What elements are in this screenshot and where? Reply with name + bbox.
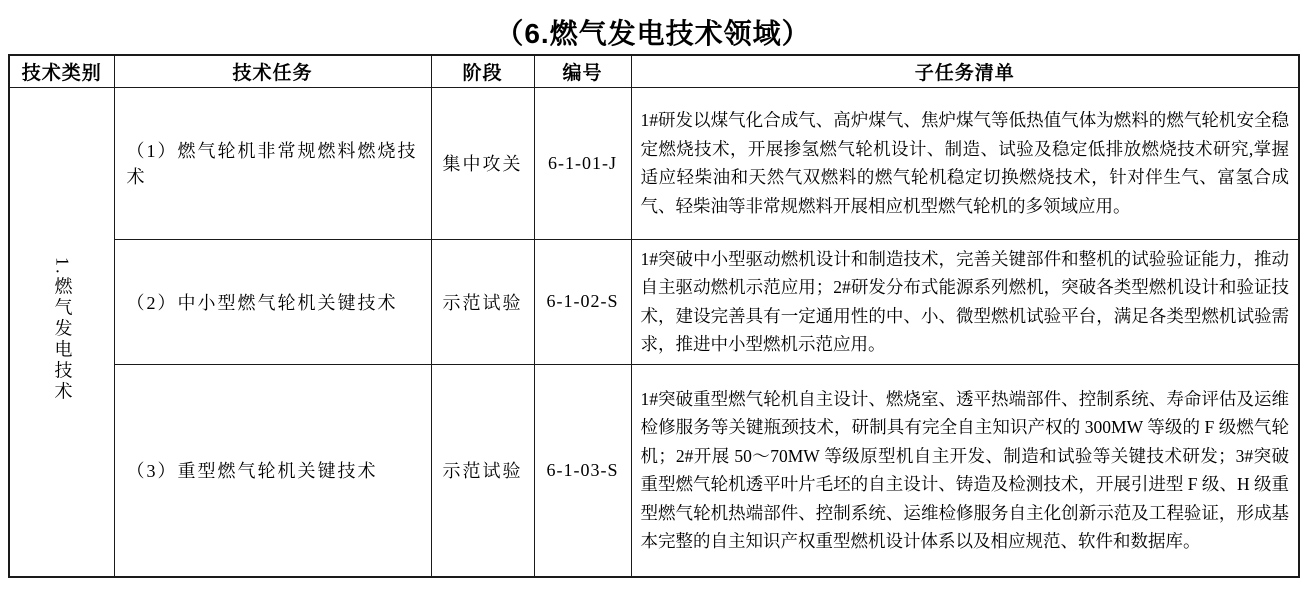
table-header-row — [9, 55, 1299, 87]
header-code: 编号 — [534, 55, 631, 87]
task-cell: （2）中小型燃气轮机关键技术 — [114, 239, 431, 364]
header-tech-task: 技术任务 — [114, 55, 431, 87]
page-title: （6.燃气发电技术领域） — [495, 18, 811, 49]
task-cell: （1）燃气轮机非常规燃料燃烧技术 — [114, 87, 431, 239]
code-cell: 6-1-03-S — [534, 364, 631, 577]
header-tech-category: 技术类别 — [9, 55, 114, 87]
subtask-cell: 1#突破中小型驱动燃机设计和制造技术，完善关键部件和整机的试验验证能力，推动自主驱动燃机示范应用；2#研发分布式能源系列燃机，突破各类型燃机设计和验证技术，建设完善具有一定通用性的中、小、微型燃机试验平台，满足各类型燃机试验需求，推进中小型燃机示范应用。 — [631, 239, 1299, 364]
technology-task-table — [8, 54, 1300, 578]
subtask-cell: 1#突破重型燃气轮机自主设计、燃烧室、透平热端部件、控制系统、寿命评估及运维检修服务等关键瓶颈技术，研制具有完全自主知识产权的 300MW 等级的 F 级燃气轮机；2#开展 50～70MW 等级原型机自主开发、制造和试验等关键技术研发；3#突破重型燃气轮机透平叶片毛坯的自主设计、铸造及检测技术，开展引进型 F 级、H 级重型燃气轮机热端部件、控制系统、运维检修服务自主化创新示范及工程验证，形成基本完整的自主知识产权重型燃机设计体系以及相应规范、软件和数据库。 — [631, 364, 1299, 577]
stage-cell: 示范试验 — [431, 364, 534, 577]
category-vertical-label: 1.燃气发电技术 — [52, 256, 73, 402]
header-subtask-list: 子任务清单 — [631, 55, 1299, 87]
stage-cell: 集中攻关 — [431, 87, 534, 239]
subtask-cell: 1#研发以煤气化合成气、高炉煤气、焦炉煤气等低热值气体为燃料的燃气轮机安全稳定燃烧技术，开展掺氢燃气轮机设计、制造、试验及稳定低排放燃烧技术研究,掌握适应轻柴油和天然气双燃料的燃气轮机稳定切换燃烧技术，针对伴生气、富氢合成气、轻柴油等非常规燃料开展相应机型燃气轮机的多领域应用。 — [631, 87, 1299, 239]
header-stage: 阶段 — [431, 55, 534, 87]
category-cell — [9, 87, 114, 577]
code-cell: 6-1-01-J — [534, 87, 631, 239]
table-row — [9, 87, 1299, 239]
table-row — [9, 239, 1299, 364]
task-cell: （3）重型燃气轮机关键技术 — [114, 364, 431, 577]
stage-cell: 示范试验 — [431, 239, 534, 364]
code-cell: 6-1-02-S — [534, 239, 631, 364]
table-row — [9, 364, 1299, 577]
